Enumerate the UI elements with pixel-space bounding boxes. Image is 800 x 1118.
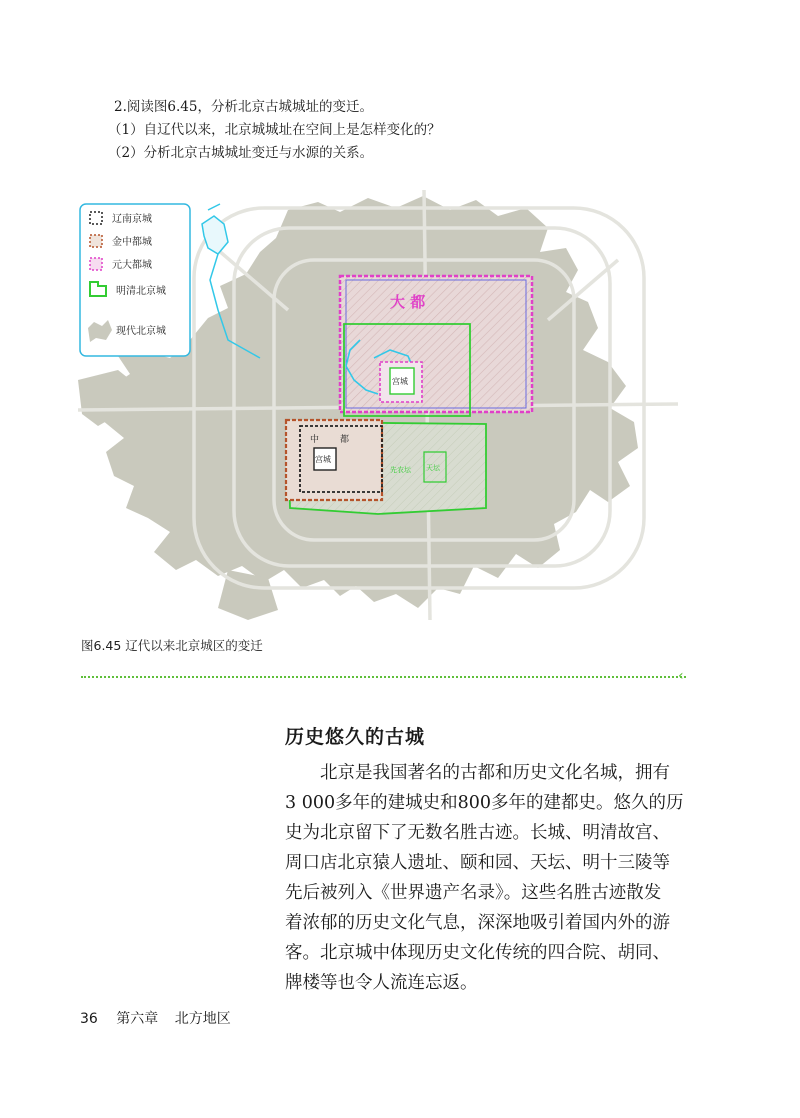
beijing-city-evolution-map [78, 190, 678, 620]
legend-label-liao: 辽南京城 [112, 214, 152, 225]
legend-label-jin: 金中都城 [112, 237, 152, 248]
body-line: 牌楼等也令人流连忘返。 [285, 973, 478, 993]
map-label-xiannongtan: 先农坛 [390, 466, 411, 474]
legend-label-yuan: 元大都城 [112, 260, 152, 271]
exercise-subquestion-1: （1）自辽代以来，北京城城址在空间上是怎样变化的？ [108, 122, 441, 138]
exercise-subquestion-2: （2）分析北京古城城址变迁与水源的关系。 [108, 145, 374, 161]
section-body [285, 758, 695, 998]
legend-label-mingqing: 明清北京城 [116, 286, 166, 297]
body-line: 客。北京城中体现历史文化传统的四合院、胡同、 [285, 943, 670, 963]
body-line: 先后被列入《世界遗产名录》。这些名胜古迹散发 [285, 883, 662, 903]
section-title: 历史悠久的古城 [285, 726, 426, 748]
legend-swatch-jin [90, 235, 102, 247]
map-label-zhong: 中 [310, 435, 320, 445]
legend-label-modern: 现代北京城 [116, 326, 166, 337]
map-label-dadu: 大 都 [390, 293, 426, 311]
body-line: 3 000多年的建城史和800多年的建都史。悠久的历 [285, 793, 684, 813]
exercise-block [108, 96, 668, 165]
map-legend [80, 204, 190, 356]
map-label-gongcheng-yuan: 宫城 [392, 377, 408, 386]
page-number: 36 [80, 1011, 98, 1027]
chapter-title: 北方地区 [174, 1011, 231, 1027]
body-line: 着浓郁的历史文化气息，深深地吸引着国内外的游 [285, 913, 670, 933]
exercise-question: 2.阅读图6.45，分析北京古城城址的变迁。 [114, 99, 373, 115]
legend-swatch-yuan [90, 258, 102, 270]
chapter-label: 第六章 [116, 1011, 159, 1027]
map-label-du: 都 [340, 435, 350, 445]
body-line: 史为北京留下了无数名胜古迹。长城、明清故宫、 [285, 823, 670, 843]
page-footer [80, 1008, 231, 1028]
section-divider [81, 676, 686, 678]
divider-arrow-icon: ‹ [678, 668, 684, 684]
body-line: 周口店北京猿人遗址、颐和园、天坛、明十三陵等 [285, 853, 670, 873]
body-line: 北京是我国著名的古都和历史文化名城，拥有 [285, 763, 670, 783]
figure-caption: 图6.45 辽代以来北京城区的变迁 [81, 638, 263, 653]
map-label-gongcheng-jin: 宫城 [315, 455, 331, 464]
map-label-tiantan: 天坛 [426, 464, 440, 472]
